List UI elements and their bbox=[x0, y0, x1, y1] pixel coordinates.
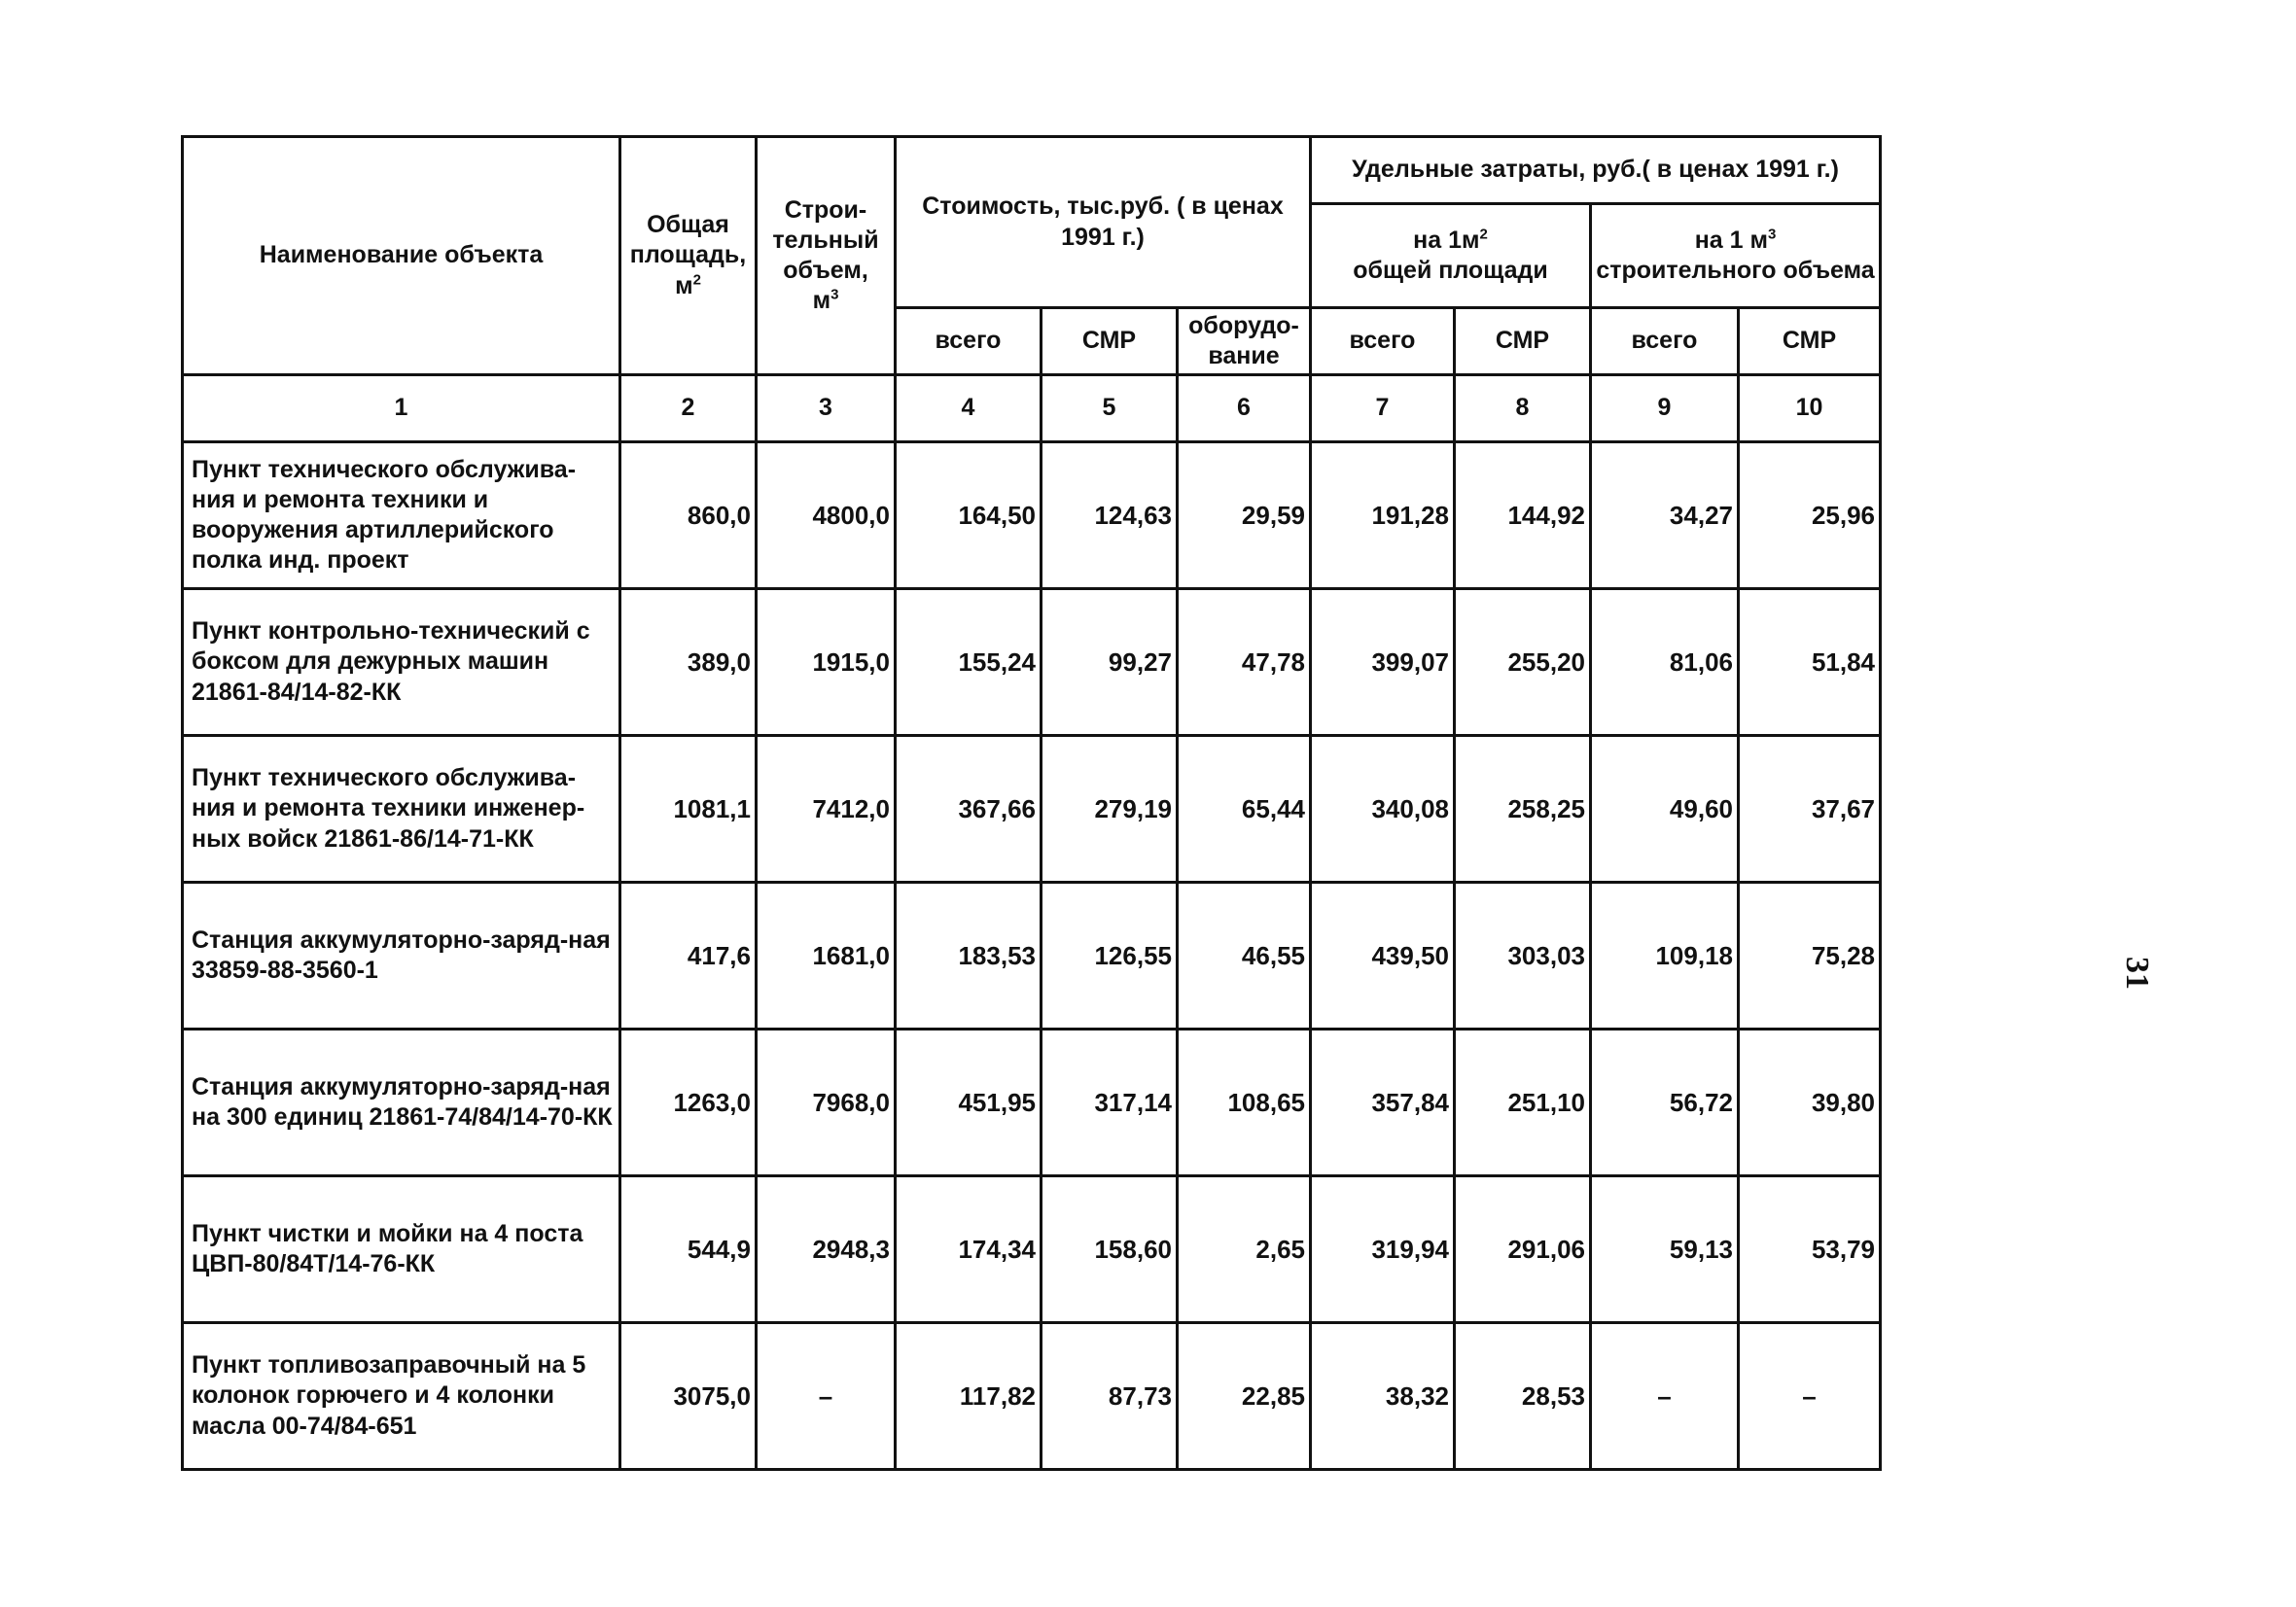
value-cell: 1681,0 bbox=[757, 883, 896, 1030]
value-cell: 51,84 bbox=[1739, 589, 1881, 736]
value-cell: 317,14 bbox=[1042, 1030, 1178, 1176]
value-cell: 108,65 bbox=[1178, 1030, 1311, 1176]
value-cell: 255,20 bbox=[1455, 589, 1591, 736]
object-name-cell: Пункт топливозаправочный на 5 колонок горючего и 4 колонки масла 00-74/84-651 bbox=[183, 1323, 620, 1470]
value-cell: 47,78 bbox=[1178, 589, 1311, 736]
table-row bbox=[183, 1030, 1881, 1176]
value-cell: 34,27 bbox=[1591, 442, 1739, 589]
table-row bbox=[183, 442, 1881, 589]
value-cell: 279,19 bbox=[1042, 736, 1178, 883]
value-cell: 65,44 bbox=[1178, 736, 1311, 883]
object-name-cell: Станция аккумуляторно-заряд-ная 33859-88-3560-1 bbox=[183, 883, 620, 1030]
table-row bbox=[183, 589, 1881, 736]
table-row bbox=[183, 1176, 1881, 1323]
value-cell: 451,95 bbox=[896, 1030, 1042, 1176]
value-cell: 251,10 bbox=[1455, 1030, 1591, 1176]
value-cell: 4800,0 bbox=[757, 442, 896, 589]
value-cell: 117,82 bbox=[896, 1323, 1042, 1470]
page-number: 31 bbox=[2119, 957, 2155, 990]
object-name-cell: Пункт технического обслужива-ния и ремонта техники инженер-ных войск 21861-86/14-71-КК bbox=[183, 736, 620, 883]
value-cell: 59,13 bbox=[1591, 1176, 1739, 1323]
column-number: 6 bbox=[1178, 375, 1311, 442]
object-name-cell: Пункт контрольно-технический с боксом для дежурных машин 21861-84/14-82-КК bbox=[183, 589, 620, 736]
value-cell: 2,65 bbox=[1178, 1176, 1311, 1323]
column-number: 8 bbox=[1455, 375, 1591, 442]
header-m2-smr: СМР bbox=[1455, 308, 1591, 375]
value-cell: 174,34 bbox=[896, 1176, 1042, 1323]
value-cell: 81,06 bbox=[1591, 589, 1739, 736]
value-cell: 28,53 bbox=[1455, 1323, 1591, 1470]
value-cell: 56,72 bbox=[1591, 1030, 1739, 1176]
header-m3-total: всего bbox=[1591, 308, 1739, 375]
object-name-cell: Пункт чистки и мойки на 4 поста ЦВП-80/84Т/14-76-КК bbox=[183, 1176, 620, 1323]
value-cell: 38,32 bbox=[1311, 1323, 1455, 1470]
value-cell: 1263,0 bbox=[620, 1030, 757, 1176]
value-cell: 399,07 bbox=[1311, 589, 1455, 736]
value-cell: 319,94 bbox=[1311, 1176, 1455, 1323]
header-cost-smr: СМР bbox=[1042, 308, 1178, 375]
value-cell: 7412,0 bbox=[757, 736, 896, 883]
column-number: 4 bbox=[896, 375, 1042, 442]
cost-table bbox=[181, 135, 1882, 1471]
header-specific-group: Удельные затраты, руб.( в ценах 1991 г.) bbox=[1311, 137, 1881, 204]
header-per-m3: на 1 $м^3$ строительного объема bbox=[1591, 204, 1881, 308]
column-numbers-row bbox=[183, 375, 1881, 442]
header-cost-equipment: оборудо-вание bbox=[1178, 308, 1311, 375]
value-cell: 53,79 bbox=[1739, 1176, 1881, 1323]
value-cell: 124,63 bbox=[1042, 442, 1178, 589]
value-cell: 860,0 bbox=[620, 442, 757, 589]
header-name: Наименование объекта bbox=[183, 137, 620, 375]
column-number: 3 bbox=[757, 375, 896, 442]
value-cell: 87,73 bbox=[1042, 1323, 1178, 1470]
value-cell: 1915,0 bbox=[757, 589, 896, 736]
value-cell: 99,27 bbox=[1042, 589, 1178, 736]
value-cell: 49,60 bbox=[1591, 736, 1739, 883]
header-m3-smr: СМР bbox=[1739, 308, 1881, 375]
value-cell: 75,28 bbox=[1739, 883, 1881, 1030]
value-cell: 303,03 bbox=[1455, 883, 1591, 1030]
value-cell: 340,08 bbox=[1311, 736, 1455, 883]
value-cell: 357,84 bbox=[1311, 1030, 1455, 1176]
value-cell: 46,55 bbox=[1178, 883, 1311, 1030]
column-number: 7 bbox=[1311, 375, 1455, 442]
value-cell: 191,28 bbox=[1311, 442, 1455, 589]
value-cell: 1081,1 bbox=[620, 736, 757, 883]
column-number: 9 bbox=[1591, 375, 1739, 442]
value-cell: 183,53 bbox=[896, 883, 1042, 1030]
table-row bbox=[183, 736, 1881, 883]
value-cell: 25,96 bbox=[1739, 442, 1881, 589]
column-number: 10 bbox=[1739, 375, 1881, 442]
column-number: 5 bbox=[1042, 375, 1178, 442]
header-per-m2: на $1м^2$ общей площади bbox=[1311, 204, 1591, 308]
value-cell: 109,18 bbox=[1591, 883, 1739, 1030]
value-cell: 126,55 bbox=[1042, 883, 1178, 1030]
header-volume: Строи-тельный объем, $м^3$ bbox=[757, 137, 896, 375]
column-number: 1 bbox=[183, 375, 620, 442]
column-number: 2 bbox=[620, 375, 757, 442]
value-cell: 164,50 bbox=[896, 442, 1042, 589]
value-cell: 155,24 bbox=[896, 589, 1042, 736]
value-cell: 7968,0 bbox=[757, 1030, 896, 1176]
value-cell: 367,66 bbox=[896, 736, 1042, 883]
header-m2-total: всего bbox=[1311, 308, 1455, 375]
value-cell: 389,0 bbox=[620, 589, 757, 736]
value-cell: 544,9 bbox=[620, 1176, 757, 1323]
header-cost-group: Стоимость, тыс.руб. ( в ценах 1991 г.) bbox=[896, 137, 1311, 308]
value-cell: 258,25 bbox=[1455, 736, 1591, 883]
value-cell: 291,06 bbox=[1455, 1176, 1591, 1323]
object-name-cell: Пункт технического обслужива-ния и ремонта техники и вооружения артиллерийского полка инд. проект bbox=[183, 442, 620, 589]
header-cost-total: всего bbox=[896, 308, 1042, 375]
value-cell: 3075,0 bbox=[620, 1323, 757, 1470]
value-cell: 417,6 bbox=[620, 883, 757, 1030]
value-cell: – bbox=[757, 1323, 896, 1470]
value-cell: 22,85 bbox=[1178, 1323, 1311, 1470]
table-row bbox=[183, 1323, 1881, 1470]
value-cell: 144,92 bbox=[1455, 442, 1591, 589]
object-name-cell: Станция аккумуляторно-заряд-ная на 300 единиц 21861-74/84/14-70-КК bbox=[183, 1030, 620, 1176]
value-cell: – bbox=[1739, 1323, 1881, 1470]
value-cell: 2948,3 bbox=[757, 1176, 896, 1323]
value-cell: 439,50 bbox=[1311, 883, 1455, 1030]
header-area: Общая площадь, $м^2$ bbox=[620, 137, 757, 375]
value-cell: 39,80 bbox=[1739, 1030, 1881, 1176]
table-row bbox=[183, 883, 1881, 1030]
value-cell: 37,67 bbox=[1739, 736, 1881, 883]
value-cell: – bbox=[1591, 1323, 1739, 1470]
value-cell: 158,60 bbox=[1042, 1176, 1178, 1323]
value-cell: 29,59 bbox=[1178, 442, 1311, 589]
